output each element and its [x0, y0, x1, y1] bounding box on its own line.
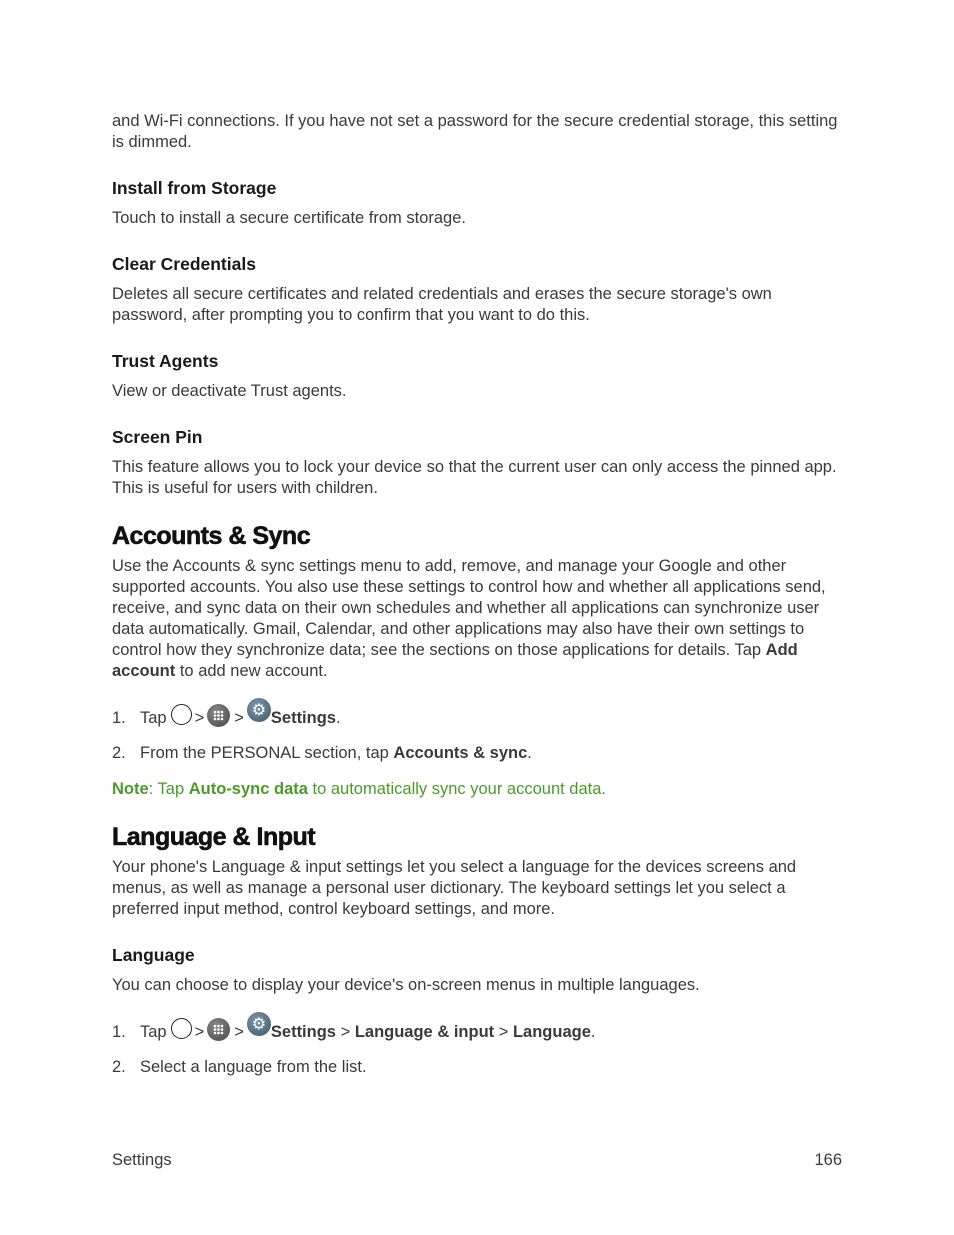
language-heading: Language	[112, 945, 195, 965]
document-page	[112, 111, 842, 1078]
accounts-note: Note: Tap Auto-sync data to automatically sync your account data.	[112, 780, 606, 798]
language-steps-list	[112, 1014, 842, 1078]
home-circle-icon	[171, 1018, 192, 1039]
clear-credentials-heading: Clear Credentials	[112, 254, 256, 274]
accounts-sync-text: Use the Accounts & sync settings menu to add, remove, and manage your Google and other supported accounts. You also use these settings to control how and whether all applications send, receive, and sync data on their own schedules and whether all applications can synchronize user data automatically. Gmail, Calendar, and other applications may also have their own settings to control how they synchronize data; see the sections on those applications for details. Tap Add account to add new account.	[112, 557, 826, 680]
page-footer	[112, 1151, 842, 1170]
accounts-sync-heading: Accounts & Sync	[112, 522, 311, 550]
list-item: 1. Tap > > ⚙ Settings .	[112, 700, 341, 727]
settings-gear-icon: ⚙	[247, 1012, 271, 1036]
screen-pin-heading: Screen Pin	[112, 427, 203, 447]
list-item: 1. Tap > > ⚙ Settings > Language & input > Language .	[112, 1014, 596, 1041]
install-from-storage-heading: Install from Storage	[112, 178, 277, 198]
language-input-text: Your phone's Language & input settings let you select a language for the devices screens and menus, as well as manage a personal user dictionary. The keyboard settings let you select a preferred input method, control keyboard settings, and more.	[112, 858, 797, 918]
accounts-steps-list	[112, 700, 842, 764]
apps-grid-icon	[207, 704, 230, 727]
intro-paragraph: and Wi-Fi connections. If you have not set a password for the secure credential storage, this setting is dimmed.	[112, 112, 838, 151]
screen-pin-text: This feature allows you to lock your device so that the current user can only access the pinned app. This is useful for users with children.	[112, 458, 837, 497]
trust-agents-heading: Trust Agents	[112, 351, 219, 371]
install-from-storage-text: Touch to install a secure certificate from storage.	[112, 209, 466, 227]
page-number: 166	[814, 1151, 842, 1169]
home-circle-icon	[171, 704, 192, 725]
list-item: 2. From the PERSONAL section, tap Accounts & sync.	[112, 744, 532, 762]
clear-credentials-text: Deletes all secure certificates and related credentials and erases the secure storage's own password, after prompting you to confirm that you want to do this.	[112, 285, 772, 324]
language-text: You can choose to display your device's on-screen menus in multiple languages.	[112, 976, 700, 994]
language-input-heading: Language & Input	[112, 823, 316, 851]
trust-agents-text: View or deactivate Trust agents.	[112, 382, 347, 400]
list-item: 2. Select a language from the list.	[112, 1058, 367, 1076]
settings-gear-icon: ⚙	[247, 698, 271, 722]
apps-grid-icon	[207, 1018, 230, 1041]
footer-section-label: Settings	[112, 1151, 172, 1169]
